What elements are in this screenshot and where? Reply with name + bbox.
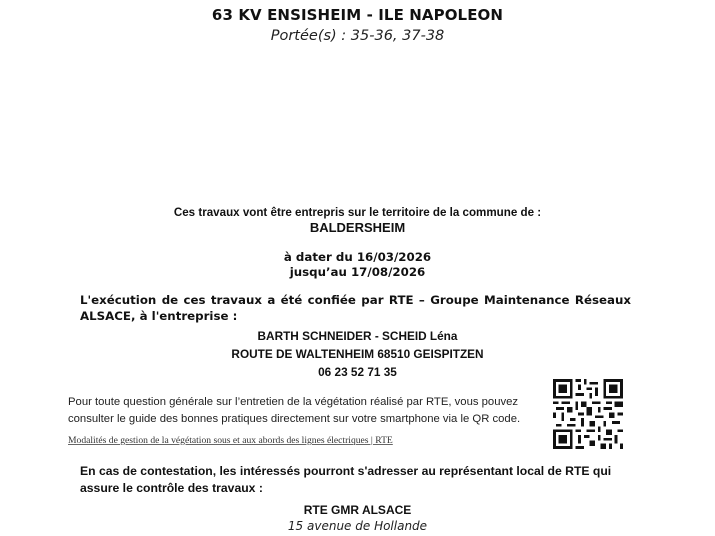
contractor-address: ROUTE DE WALTENHEIM 68510 GEISPITZEN [231,347,484,361]
contestation-statement: En cas de contestation, les intéressés pourront s'adresser au représentant local de RTE qui assure le contrôle des travaux : [80,464,612,495]
contractor-name: BARTH SCHNEIDER - SCHEID Léna [257,329,458,343]
contractor-phone: 06 23 52 71 35 [318,365,397,379]
qr-code-icon[interactable] [553,378,623,450]
rte-contact-address: 15 avenue de Hollande [287,519,428,533]
work-dates [0,250,715,280]
info-text: Pour toute question générale sur l’entretien de la végétation réalisé par RTE, vous pouvez consulter le guide des bonnes pratiques directement sur votre smartphone via le QR code. [68,396,521,425]
contractor-block [0,327,715,381]
execution-statement: L'exécution de ces travaux a été confiée par RTE – Groupe Maintenance Réseaux ALSACE, à l'entreprise : [80,293,631,323]
rte-contact-name: RTE GMR ALSACE [303,503,412,517]
start-date: à dater du 16/03/2026 [283,250,432,264]
end-date: jusqu’au 17/08/2026 [289,265,426,279]
vegetation-guide-link[interactable]: Modalités de gestion de la végétation sous et aux abords des lignes électriques | RTE [68,435,393,446]
commune-intro: Ces travaux vont être entrepris sur le territoire de la commune de : [173,206,542,219]
commune-name: BALDERSHEIM [309,220,406,235]
line-title: 63 KV ENSISHEIM - ILE NAPOLEON [211,6,504,24]
spans-subtitle: Portée(s) : 35-36, 37-38 [270,28,445,44]
